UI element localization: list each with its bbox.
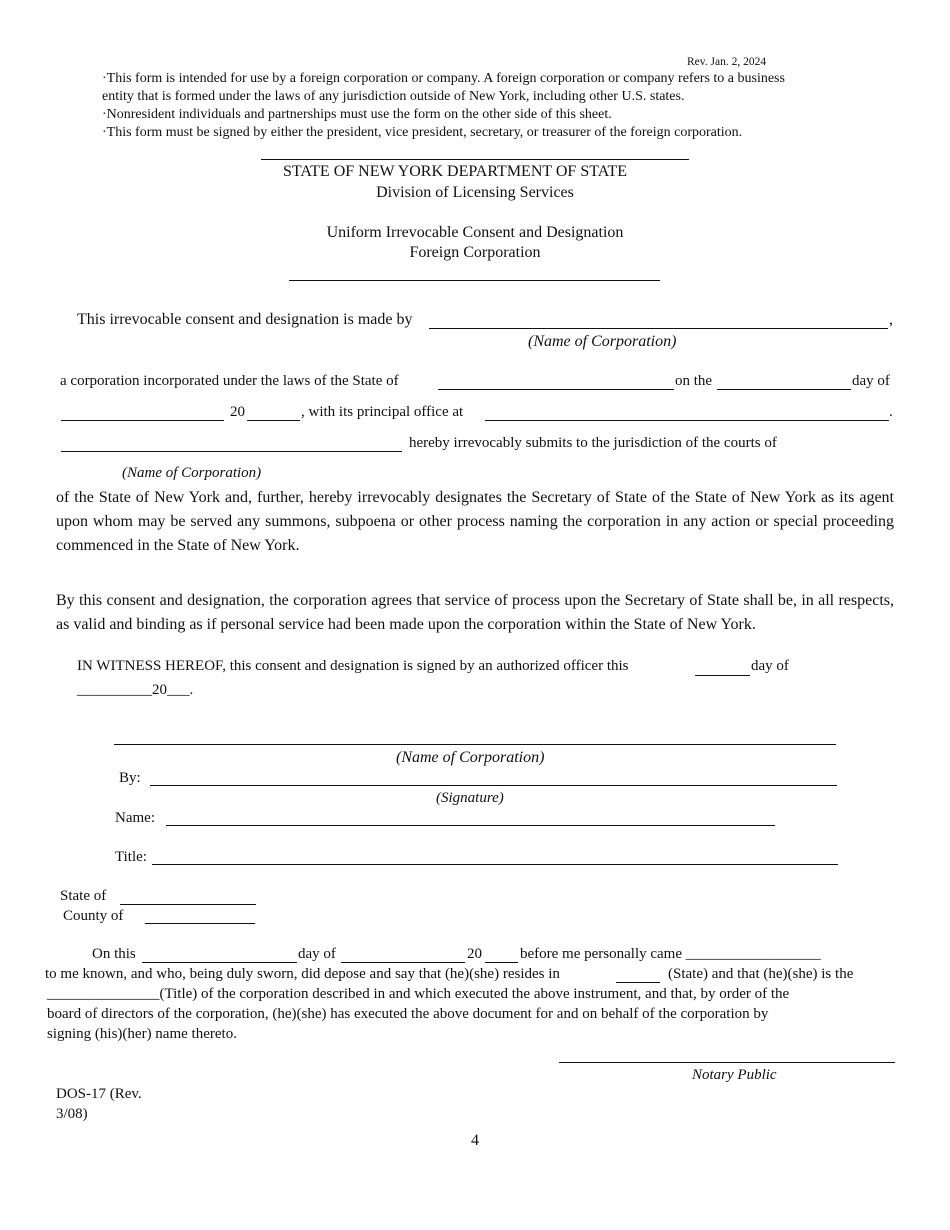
witness-day-of: day of <box>751 658 789 674</box>
principal-office-text: , with its principal office at <box>301 404 464 420</box>
note-foreign-line1: ·This form is intended for use by a foreign corporation or company. A foreign corporation or company refers to a business <box>102 71 785 86</box>
form-title: Uniform Irrevocable Consent and Designation <box>326 224 624 241</box>
note-signer: ·This form must be signed by either the president, vice president, secretary, or treasurer of the foreign corporation. <box>102 125 743 140</box>
day-of-text: day of <box>852 373 890 389</box>
incorporation-day-field[interactable] <box>717 389 851 390</box>
name-label: Name: <box>115 810 155 826</box>
note-nonresident: ·Nonresident individuals and partnerships must use the form on the other side of this sheet. <box>102 107 612 122</box>
corporation-name-signature-line[interactable] <box>114 744 836 745</box>
note-foreign-line2: entity that is formed under the laws of any jurisdiction outside of New York, including other U.S. states. <box>102 89 685 104</box>
form-number-line2: 3/08) <box>56 1106 88 1122</box>
notary-day-of: day of <box>298 946 336 962</box>
board-line-text: board of directors of the corporation, (he)(she) has executed the above document for and on behalf of the corporation by <box>47 1006 769 1022</box>
on-this-text: On this <box>92 946 136 962</box>
notary-public-caption: Notary Public <box>692 1067 777 1083</box>
title-bottom-rule <box>289 280 660 281</box>
division-title: Division of Licensing Services <box>376 184 574 201</box>
incorporated-text: a corporation incorporated under the laws of the State of <box>60 373 399 389</box>
name-of-corporation-caption-3: (Name of Corporation) <box>396 749 545 766</box>
page-number: 4 <box>471 1132 479 1149</box>
notary-residence-state-field[interactable] <box>616 982 660 983</box>
notary-year-field[interactable] <box>485 962 518 963</box>
on-the-text: on the <box>675 373 713 389</box>
comma: , <box>889 311 893 328</box>
title-label: Title: <box>115 849 147 865</box>
notary-county-field[interactable] <box>145 923 255 924</box>
title-line-text: _______________(Title) of the corporation described in and which executed the above instrument, and that, by order of the <box>47 986 790 1002</box>
signing-line-text: signing (his)(her) name thereto. <box>47 1026 237 1042</box>
form-subtitle: Foreign Corporation <box>409 244 541 261</box>
incorporation-year-field[interactable] <box>247 420 300 421</box>
name-of-corporation-caption-2: (Name of Corporation) <box>122 465 262 481</box>
notary-month-field[interactable] <box>341 962 465 963</box>
name-of-corporation-caption: (Name of Corporation) <box>528 333 677 350</box>
designation-paragraph: of the State of New York and, further, hereby irrevocably designates the Secretary of State of the State of New York as its agent upon whom may be served any summons, subpoena or other process naming the corporation in any action or special proceeding commenced in the State of New York. <box>56 489 894 554</box>
signature-line[interactable] <box>150 785 837 786</box>
form-number-line1: DOS-17 (Rev. <box>56 1086 142 1102</box>
notary-state-field[interactable] <box>120 904 256 905</box>
service-paragraph: By this consent and designation, the corporation agrees that service of process upon the Secretary of State shall be, in all respects, as valid and binding as if personal service had been made upon the corporation within the State of New York. <box>56 592 894 633</box>
before-me-text: before me personally came __________________ <box>520 946 821 962</box>
witness-date-field[interactable]: __________20___. <box>77 682 194 698</box>
period: . <box>889 404 893 420</box>
state-of-label: State of <box>60 888 107 904</box>
witness-day-field[interactable] <box>695 675 750 676</box>
signer-title-field[interactable] <box>152 864 838 865</box>
county-of-label: County of <box>63 908 124 924</box>
witness-text: IN WITNESS HEREOF, this consent and designation is signed by an authorized officer this <box>77 658 629 674</box>
by-label: By: <box>119 770 141 786</box>
submits-text: hereby irrevocably submits to the jurisdiction of the courts of <box>409 435 777 451</box>
state-of-incorporation-field[interactable] <box>438 389 674 390</box>
notary-signature-line[interactable] <box>559 1062 895 1063</box>
corporation-name-field[interactable] <box>429 328 888 329</box>
revision-date: Rev. Jan. 2, 2024 <box>687 56 767 68</box>
made-by-text: This irrevocable consent and designation is made by <box>77 311 413 328</box>
signer-name-field[interactable] <box>166 825 775 826</box>
principal-office-field[interactable] <box>485 420 889 421</box>
signature-caption: (Signature) <box>436 790 504 806</box>
department-title: STATE OF NEW YORK DEPARTMENT OF STATE <box>282 163 628 180</box>
state-is-text: (State) and that (he)(she) is the <box>668 966 854 982</box>
corporation-name-field-2[interactable] <box>61 451 402 452</box>
notary-day-field[interactable] <box>142 962 297 963</box>
year-prefix: 20 <box>230 404 245 420</box>
notary-year-prefix: 20 <box>467 946 482 962</box>
incorporation-month-field[interactable] <box>61 420 224 421</box>
title-top-rule <box>261 159 689 160</box>
known-line-text: to me known, and who, being duly sworn, did depose and say that (he)(she) resides in <box>45 966 560 982</box>
